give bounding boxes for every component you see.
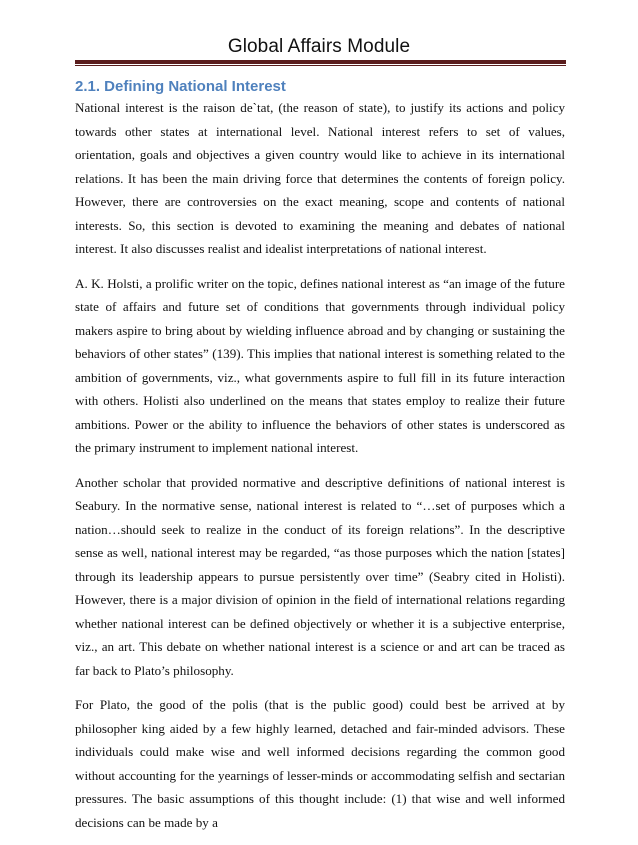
section-body [75, 96, 565, 845]
header-rule-thin [75, 65, 566, 66]
header-rule-thick [75, 60, 566, 64]
page-header-title: Global Affairs Module [227, 36, 411, 57]
section-heading: 2.1. Defining National Interest [75, 78, 286, 95]
paragraph-1: National interest is the raison de`tat, (the reason of state), to justify its actions and policy towards other states at international level. National interest refers to set of values, orientation, goals and objectives a given country would like to achieve in its international relations. It has been the main driving force that determines the contents of foreign policy. However, there are controversies on the exact meaning, scope and contents of national interests. So, this section is devoted to examining the meaning and debates of national interest. It also discusses realist and idealist interpretations of national interest. [75, 100, 565, 256]
paragraph-4: For Plato, the good of the polis (that is the public good) could best be arrived at by philosopher king aided by a few highly learned, detached and fair-minded advisors. These individuals could make wise and well informed decisions regarding the common good without accounting for the yearnings of lesser-minds or accommodating selfish and sectarian pressures. The basic assumptions of this thought include: (1) that wise and well informed decisions can be made by a [75, 697, 565, 830]
paragraph-3: Another scholar that provided normative and descriptive definitions of national interest is Seabury. In the normative sense, national interest is related to “…set of purposes which a nation…should seek to realize in the conduct of its foreign relations”. In the descriptive sense as well, national interest may be regarded, “as those purposes which the nation [states] through its leadership appears to pursue persistently over time” (Seabry cited in Holisti). However, there is a major division of opinion in the field of international relations regarding whether national interest can be defined objectively or whether it is a subjective enterprise, viz., an art. This debate on whether national interest is a science or and art can be traced as far back to Plato’s philosophy. [75, 474, 565, 678]
paragraph-2: A. K. Holsti, a prolific writer on the topic, defines national interest as “an image of the future state of affairs and future set of conditions that governments through individual policy makers aspire to bring about by wielding influence abroad and by changing or sustaining the behaviors of other states” (139). This implies that national interest is something related to the ambition of governments, viz., what governments aspire to full fill in its future interaction with others. Holisti also underlined on the means that states employ to realize their future ambitions. Power or the ability to influence the behaviors of other states is underscored as the primary instrument to implement national interest. [75, 275, 565, 455]
